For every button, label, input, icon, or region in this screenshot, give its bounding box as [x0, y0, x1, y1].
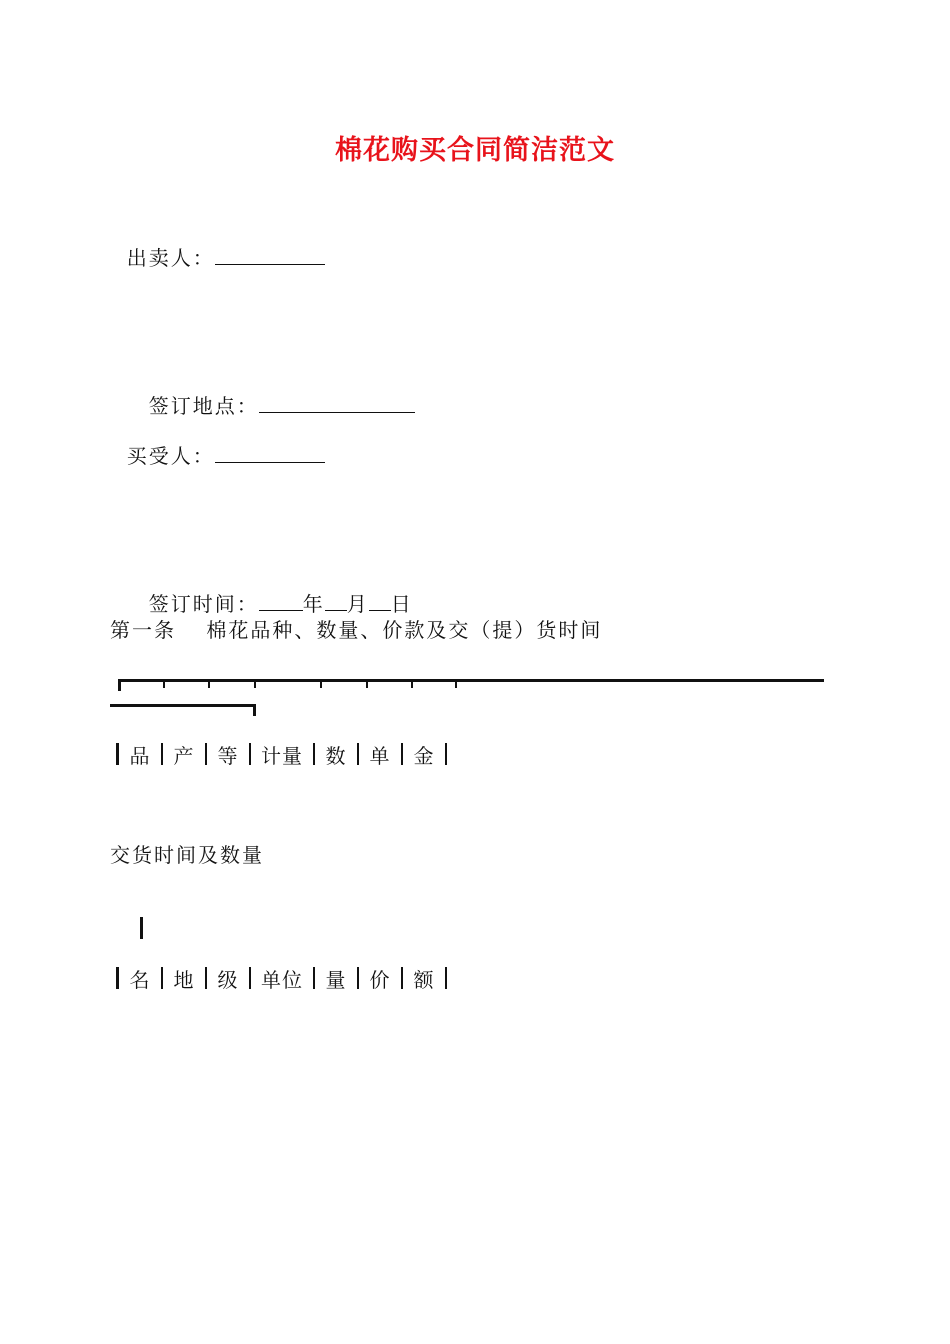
- table-cell: 数: [325, 743, 347, 768]
- table-cell: 计量: [261, 743, 303, 768]
- table-cell: 量: [325, 967, 347, 992]
- year-label: 年: [302, 592, 325, 616]
- place-blank: [259, 394, 415, 413]
- table-cell: 品: [129, 743, 151, 768]
- seller-label: 出卖人：: [126, 246, 215, 270]
- place-label: 签订地点：: [148, 394, 259, 418]
- buyer-label: 买受人：: [126, 444, 215, 468]
- seller-blank: [215, 246, 325, 265]
- table-cell: 级: [217, 967, 239, 992]
- table-cell: 单位: [261, 967, 303, 992]
- place-line: [132, 370, 415, 418]
- table-cell: 名: [129, 967, 151, 992]
- month-label: 月: [346, 592, 369, 616]
- table-cell: 金: [413, 743, 435, 768]
- buyer-blank: [215, 444, 325, 463]
- month-blank: [325, 592, 347, 611]
- table-cell: 地: [173, 967, 195, 992]
- day-blank: [369, 592, 391, 611]
- date-label: 签订时间：: [148, 592, 259, 616]
- date-line: [132, 568, 413, 616]
- table-cell: 额: [413, 967, 435, 992]
- table-cell: 单: [369, 743, 391, 768]
- table-cell: 等: [217, 743, 239, 768]
- document-title: 棉花购买合同简洁范文: [335, 135, 615, 166]
- table-vertical-bar: [140, 917, 143, 939]
- buyer-line: [110, 420, 325, 468]
- delivery-heading: 交货时间及数量: [110, 843, 264, 867]
- seller-line: [110, 222, 325, 270]
- table-header-row-2: [116, 964, 447, 992]
- table-cell: 价: [369, 967, 391, 992]
- year-blank: [259, 592, 303, 611]
- table-cell: 产: [173, 743, 195, 768]
- article-1-heading: 第一条 棉花品种、数量、价款及交（提）货时间: [110, 618, 603, 642]
- day-label: 日: [390, 592, 413, 616]
- table-header-row-1: [116, 740, 447, 768]
